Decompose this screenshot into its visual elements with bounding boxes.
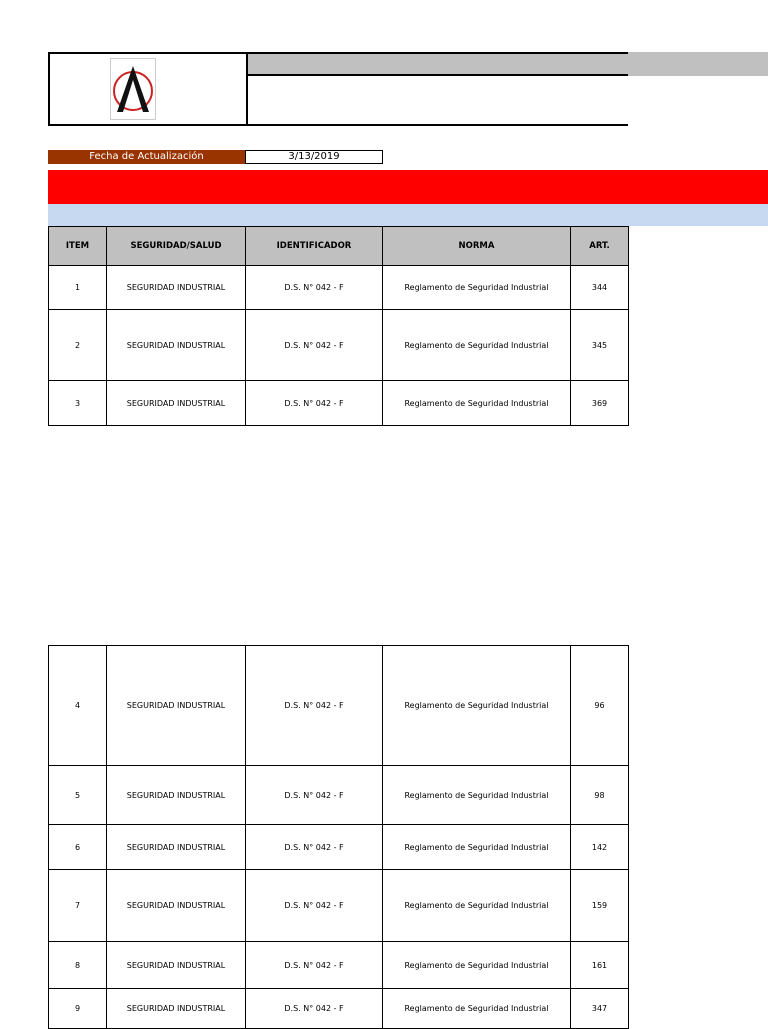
table-row	[49, 825, 629, 870]
table-row	[49, 310, 629, 381]
cell-art[interactable]: 142	[571, 825, 629, 870]
cell-area[interactable]: SEGURIDAD INDUSTRIAL	[107, 310, 246, 381]
column-header-norma: NORMA	[383, 227, 571, 266]
cell-norma[interactable]: Reglamento de Seguridad Industrial	[383, 310, 571, 381]
table-row	[49, 870, 629, 942]
cell-area[interactable]: SEGURIDAD INDUSTRIAL	[107, 646, 246, 766]
table-row	[49, 942, 629, 989]
cell-art[interactable]: 159	[571, 870, 629, 942]
table-row	[49, 381, 629, 426]
column-header-art: ART.	[571, 227, 629, 266]
cell-identifier[interactable]: D.S. N° 042 - F	[246, 766, 383, 825]
cell-art[interactable]: 96	[571, 646, 629, 766]
cell-norma[interactable]: Reglamento de Seguridad Industrial	[383, 266, 571, 310]
cell-item[interactable]: 9	[49, 989, 107, 1029]
cell-norma[interactable]: Reglamento de Seguridad Industrial	[383, 825, 571, 870]
cell-area[interactable]: SEGURIDAD INDUSTRIAL	[107, 766, 246, 825]
cell-art[interactable]: 347	[571, 989, 629, 1029]
cell-norma[interactable]: Reglamento de Seguridad Industrial	[383, 766, 571, 825]
table-header-row	[49, 227, 629, 266]
cell-item[interactable]: 2	[49, 310, 107, 381]
company-logo-icon	[110, 58, 156, 120]
cell-item[interactable]: 5	[49, 766, 107, 825]
table-row	[49, 989, 629, 1029]
logo-cell	[48, 52, 246, 126]
cell-norma[interactable]: Reglamento de Seguridad Industrial	[383, 646, 571, 766]
section-banner-red	[48, 170, 768, 204]
cell-identifier[interactable]: D.S. N° 042 - F	[246, 310, 383, 381]
header-title-border	[246, 52, 628, 76]
cell-identifier[interactable]: D.S. N° 042 - F	[246, 989, 383, 1029]
cell-norma[interactable]: Reglamento de Seguridad Industrial	[383, 381, 571, 426]
cell-art[interactable]: 98	[571, 766, 629, 825]
cell-area[interactable]: SEGURIDAD INDUSTRIAL	[107, 381, 246, 426]
cell-item[interactable]: 4	[49, 646, 107, 766]
cell-area[interactable]: SEGURIDAD INDUSTRIAL	[107, 870, 246, 942]
header-subtitle-cell	[246, 76, 628, 126]
cell-norma[interactable]: Reglamento de Seguridad Industrial	[383, 942, 571, 989]
cell-art[interactable]: 345	[571, 310, 629, 381]
table-row	[49, 766, 629, 825]
column-header-area: SEGURIDAD/SALUD	[107, 227, 246, 266]
cell-norma[interactable]: Reglamento de Seguridad Industrial	[383, 870, 571, 942]
cell-area[interactable]: SEGURIDAD INDUSTRIAL	[107, 825, 246, 870]
column-header-item: ITEM	[49, 227, 107, 266]
cell-identifier[interactable]: D.S. N° 042 - F	[246, 381, 383, 426]
cell-area[interactable]: SEGURIDAD INDUSTRIAL	[107, 989, 246, 1029]
cell-item[interactable]: 3	[49, 381, 107, 426]
cell-area[interactable]: SEGURIDAD INDUSTRIAL	[107, 266, 246, 310]
cell-art[interactable]: 369	[571, 381, 629, 426]
section-banner-blue	[48, 204, 768, 226]
requirements-table-top	[48, 226, 629, 426]
cell-art[interactable]: 161	[571, 942, 629, 989]
cell-item[interactable]: 7	[49, 870, 107, 942]
requirements-table-bottom	[48, 645, 629, 1029]
cell-identifier[interactable]: D.S. N° 042 - F	[246, 266, 383, 310]
update-date-value[interactable]: 3/13/2019	[245, 150, 383, 164]
table-row	[49, 646, 629, 766]
column-header-identifier: IDENTIFICADOR	[246, 227, 383, 266]
update-date-label: Fecha de Actualización	[48, 150, 245, 164]
cell-item[interactable]: 6	[49, 825, 107, 870]
cell-item[interactable]: 8	[49, 942, 107, 989]
cell-identifier[interactable]: D.S. N° 042 - F	[246, 870, 383, 942]
cell-identifier[interactable]: D.S. N° 042 - F	[246, 825, 383, 870]
cell-area[interactable]: SEGURIDAD INDUSTRIAL	[107, 942, 246, 989]
cell-norma[interactable]: Reglamento de Seguridad Industrial	[383, 989, 571, 1029]
cell-identifier[interactable]: D.S. N° 042 - F	[246, 646, 383, 766]
cell-item[interactable]: 1	[49, 266, 107, 310]
cell-art[interactable]: 344	[571, 266, 629, 310]
cell-identifier[interactable]: D.S. N° 042 - F	[246, 942, 383, 989]
table-row	[49, 266, 629, 310]
